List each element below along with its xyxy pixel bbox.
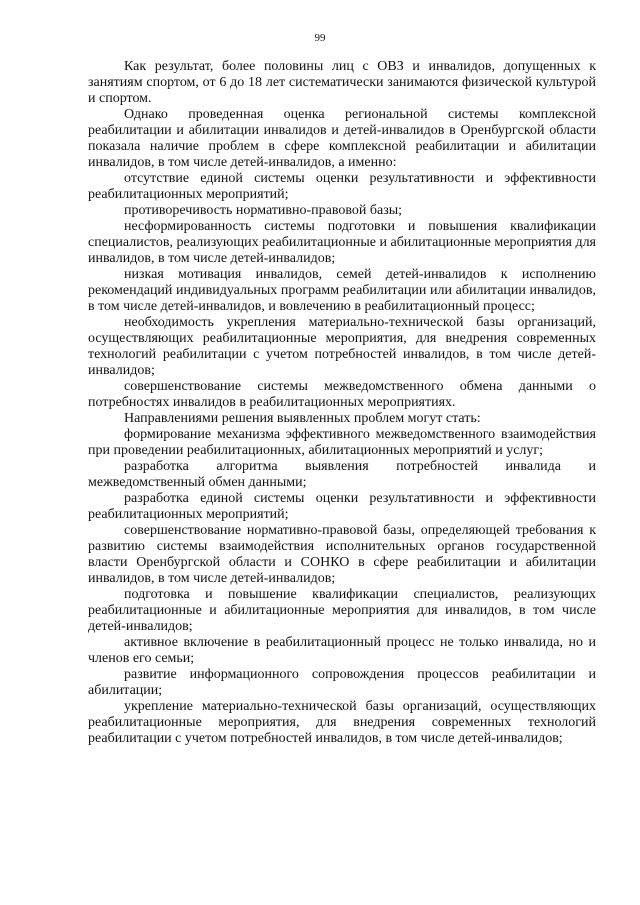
list-item: низкая мотивация инвалидов, семей детей-инвалидов к исполнению рекомендаций индивидуальных программ реабилитации или абилитации инвалидов, в том числе детей-инвалидов, и вовлечению в реабилитационный процесс; (88, 267, 596, 314)
paragraph: Как результат, более половины лиц с ОВЗ и инвалидов, допущенных к занятиям спортом, от 6 до 18 лет систематически занимаются физической культурой и спортом. (88, 59, 596, 106)
list-item: укрепление материально-технической базы организаций, осуществляющих реабилитационные мероприятия, для внедрения современных технологий реабилитации с учетом потребностей инвалидов, в том числе детей-инвалидов; (88, 699, 596, 746)
paragraph: Однако проведенная оценка региональной системы комплексной реабилитации и абилитации инвалидов и детей-инвалидов в Оренбургской области показала наличие проблем в сфере комплексной реабилитации и абилитации инвалидов, в том числе детей-инвалидов, а именно: (88, 107, 596, 170)
list-item: отсутствие единой системы оценки результативности и эффективности реабилитационных мероприятий; (88, 171, 596, 202)
list-item: разработка единой системы оценки результативности и эффективности реабилитационных мероприятий; (88, 491, 596, 522)
list-item: развитие информационного сопровождения процессов реабилитации и абилитации; (88, 667, 596, 698)
page-number: 99 (314, 32, 326, 44)
paragraph: Направлениями решения выявленных проблем могут стать: (124, 411, 481, 426)
list-item: формирование механизма эффективного межведомственного взаимодействия при проведении реабилитационных, абилитационных мероприятий и услуг; (88, 427, 596, 458)
list-item: необходимость укрепления материально-технической базы организаций, осуществляющих реабилитационные мероприятия, для внедрения современных технологий реабилитации с учетом потребностей инвалидов, в том числе детей-инвалидов; (88, 315, 596, 378)
list-item: активное включение в реабилитационный процесс не только инвалида, но и членов его семьи; (88, 635, 596, 666)
list-item: подготовка и повышение квалификации специалистов, реализующих реабилитационные и абилитационные мероприятия для инвалидов, в том числе детей-инвалидов; (88, 587, 596, 634)
list-item: разработка алгоритма выявления потребностей инвалида и межведомственный обмен данными; (88, 459, 596, 490)
document-body (88, 59, 596, 747)
list-item: несформированность системы подготовки и повышения квалификации специалистов, реализующих реабилитационные и абилитационные мероприятия для инвалидов, в том числе детей-инвалидов; (88, 219, 596, 266)
list-item: совершенствование системы межведомственного обмена данными о потребностях инвалидов в реабилитационных мероприятиях. (88, 379, 596, 410)
list-item: совершенствование нормативно-правовой базы, определяющей требования к развитию системы взаимодействия исполнительных органов государственной власти Оренбургской области и СОНКО в сфере реабилитации и абилитации инвалидов, в том числе детей-инвалидов; (88, 523, 596, 586)
list-item: противоречивость нормативно-правовой базы; (124, 203, 403, 218)
